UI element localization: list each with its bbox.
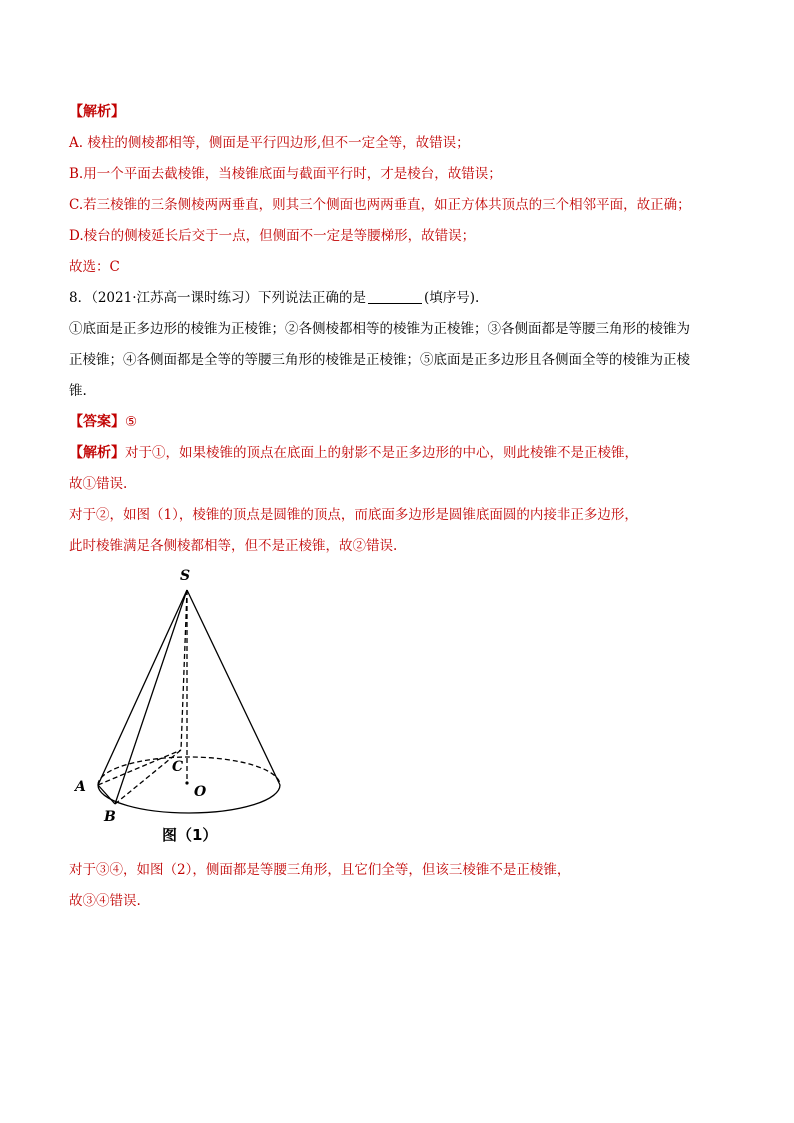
label-b: B [104, 809, 116, 822]
label-c: C [172, 759, 184, 775]
edge-ab [98, 785, 115, 804]
center-point-o [185, 781, 188, 784]
question-8-options-line-2: 正棱锥；④各侧面都是全等的等腰三角形的棱锥是正棱锥；⑤底面是正多边形且各侧面全等的棱锥为正棱 [69, 352, 690, 368]
edge-ac [98, 750, 184, 785]
analysis-2-line-4: 此时棱锥满足各侧棱都相等，但不是正棱锥，故②错误. [69, 538, 398, 554]
cone-generatrix-right [187, 590, 280, 785]
analysis-2-line-3: 对于②，如图（1），棱锥的顶点是圆锥的顶点，而底面多边形是圆锥底面圆的内接非正多边形， [69, 507, 638, 523]
cone-base-ellipse [98, 757, 280, 813]
answer-blank [368, 289, 422, 304]
cone-figure [60, 560, 300, 822]
option-a-explanation: A. 棱柱的侧棱都相等，侧面是平行四边形,但不一定全等，故错误； [69, 135, 470, 151]
analysis-2-line-2: 故①错误. [69, 476, 128, 492]
choice-result: 故选：C [69, 259, 120, 275]
analysis-2-line-1 [69, 443, 638, 463]
question-8-options-line-1: ①底面是正多边形的棱锥为正棱锥；②各侧棱都相等的棱锥为正棱锥；③各侧面都是等腰三角形的棱锥为 [69, 321, 690, 337]
analysis-heading: 【解析】 [69, 104, 125, 120]
answer-value: ⑤ [125, 414, 138, 430]
question-8-stem [69, 288, 479, 308]
option-d-explanation: D.棱台的侧棱延长后交于一点，但侧面不一定是等腰梯形，故错误； [69, 228, 476, 244]
option-c-explanation: C.若三棱锥的三条侧棱两两垂直，则其三个侧面也两两垂直，如正方体共顶点的三个相邻平面，故正确； [69, 197, 691, 213]
label-s: S [180, 568, 191, 584]
analysis-2-text: 对于①，如果棱锥的顶点在底面上的射影不是正多边形的中心，则此棱锥不是正棱锥， [125, 445, 638, 461]
analysis-2-line-6: 故③④错误. [69, 893, 141, 909]
ellipse-front-arc [98, 785, 280, 813]
question-8-stem-suffix: (填序号). [424, 290, 480, 306]
analysis-2-line-5: 对于③④，如图（2），侧面都是等腰三角形，且它们全等，但该三棱锥不是正棱锥， [69, 862, 571, 878]
label-a: A [75, 779, 86, 795]
answer-line [69, 412, 137, 432]
ellipse-back-arc [98, 757, 280, 785]
label-o: O [194, 784, 207, 800]
edge-sc [181, 590, 187, 750]
option-b-explanation: B.用一个平面去截棱锥，当棱锥底面与截面平行时，才是棱台，故错误； [69, 166, 502, 182]
answer-heading: 【答案】 [69, 414, 125, 430]
figure-caption: 图（1） [162, 826, 218, 844]
question-8-stem-text: 8．（2021·江苏高一课时练习）下列说法正确的是 [69, 290, 366, 306]
question-8-options-line-3: 锥. [69, 383, 87, 399]
analysis-2-heading: 【解析】 [69, 445, 125, 461]
